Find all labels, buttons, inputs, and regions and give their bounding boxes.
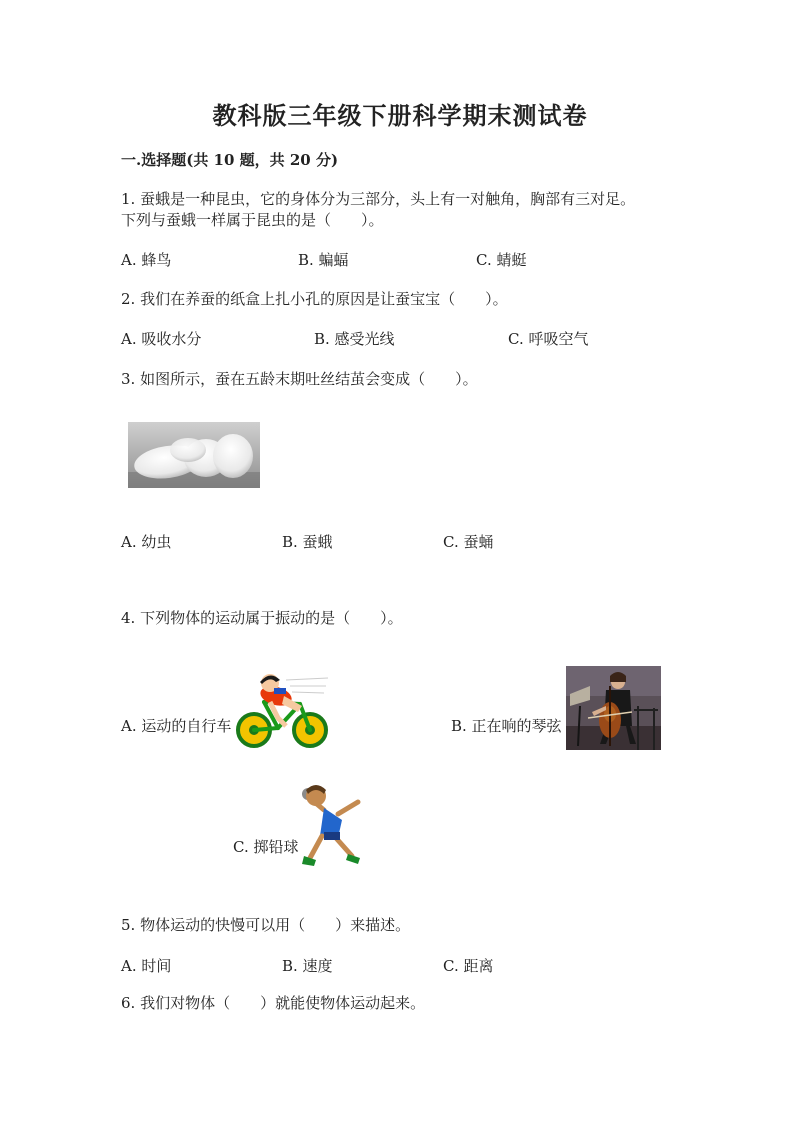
question-1-line-2: 下列与蚕蛾一样属于昆虫的是（ ）。 xyxy=(121,211,384,229)
question-4-option-b: B. 正在响的琴弦 xyxy=(451,717,562,735)
question-2-option-c: C. 呼吸空气 xyxy=(508,330,589,348)
question-5-line-1: 5. 物体运动的快慢可以用（ ）来描述。 xyxy=(121,916,411,934)
question-4-line-1: 4. 下列物体的运动属于振动的是（ ）。 xyxy=(121,609,403,627)
question-5-option-c: C. 距离 xyxy=(443,957,494,975)
question-4-option-c: C. 掷铅球 xyxy=(233,838,299,856)
question-4-option-a: A. 运动的自行车 xyxy=(121,717,232,735)
question-1-option-a: A. 蜂鸟 xyxy=(121,251,172,269)
question-3-option-c: C. 蚕蛹 xyxy=(443,533,494,551)
question-5-option-a: A. 时间 xyxy=(121,957,172,975)
question-2-option-b: B. 感受光线 xyxy=(314,330,395,348)
shot-put-athlete-image xyxy=(294,780,366,872)
cello-player-image xyxy=(566,666,661,750)
question-3-option-b: B. 蚕蛾 xyxy=(282,533,333,551)
question-3-line-1: 3. 如图所示，蚕在五龄末期吐丝结茧会变成（ ）。 xyxy=(121,370,478,388)
bicycle-rider-image xyxy=(234,666,330,754)
question-1-line-1: 1. 蚕蛾是一种昆虫，它的身体分为三部分，头上有一对触角，胸部有三对足。 xyxy=(121,190,636,208)
question-2-line-1: 2. 我们在养蚕的纸盒上扎小孔的原因是让蚕宝宝（ ）。 xyxy=(121,290,508,308)
question-2-option-a: A. 吸收水分 xyxy=(121,330,202,348)
question-6-line-1: 6. 我们对物体（ ）就能使物体运动起来。 xyxy=(121,994,426,1012)
question-3-option-a: A. 幼虫 xyxy=(121,533,172,551)
question-1-option-c: C. 蜻蜓 xyxy=(476,251,527,269)
section-heading: 一.选择题(共 10 题，共 20 分) xyxy=(121,151,339,169)
question-5-option-b: B. 速度 xyxy=(282,957,333,975)
page-title: 教科版三年级下册科学期末测试卷 xyxy=(212,101,588,130)
cocoon-image xyxy=(128,422,260,488)
question-1-option-b: B. 蝙蝠 xyxy=(298,251,349,269)
